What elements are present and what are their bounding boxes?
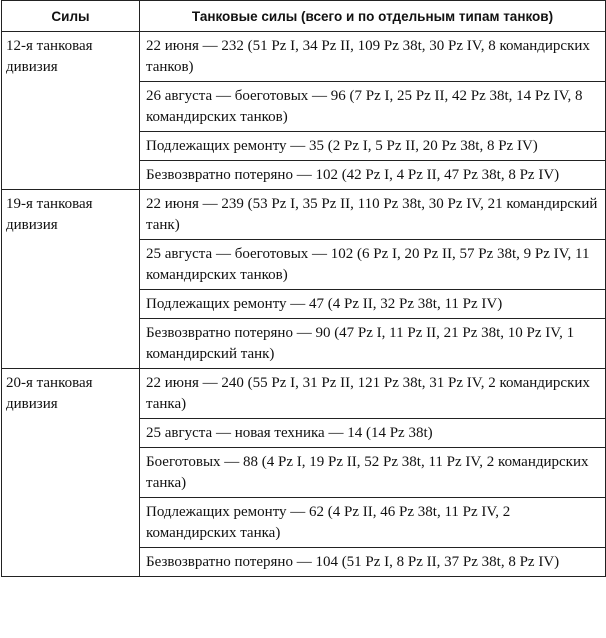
- header-tank-forces: Танковые силы (всего и по отдельным типам танков): [140, 1, 606, 32]
- table-cell: Безвозвратно потеряно — 90 (47 Pz I, 11 Pz II, 21 Pz 38t, 10 Pz IV, 1 командирский танк): [140, 319, 606, 369]
- division-19-name: 19-я танковая дивизия: [2, 190, 140, 369]
- table-cell: 25 августа — боеготовых — 102 (6 Pz I, 20 Pz II, 57 Pz 38t, 9 Pz IV, 11 командирских танков): [140, 240, 606, 290]
- table-cell: 25 августа — новая техника — 14 (14 Pz 38t): [140, 419, 606, 448]
- table-cell: 22 июня — 240 (55 Pz I, 31 Pz II, 121 Pz 38t, 31 Pz IV, 2 командирских танка): [140, 369, 606, 419]
- table-cell: Боеготовых — 88 (4 Pz I, 19 Pz II, 52 Pz 38t, 11 Pz IV, 2 командирских танка): [140, 448, 606, 498]
- table-row: [2, 369, 606, 419]
- division-20-name: 20-я танковая дивизия: [2, 369, 140, 577]
- table-cell: Подлежащих ремонту — 47 (4 Pz II, 32 Pz 38t, 11 Pz IV): [140, 290, 606, 319]
- header-forces: Силы: [2, 1, 140, 32]
- tank-forces-table: [1, 0, 606, 577]
- table-cell: 26 августа — боеготовых — 96 (7 Pz I, 25 Pz II, 42 Pz 38t, 14 Pz IV, 8 командирских танков): [140, 82, 606, 132]
- table-row: [2, 32, 606, 82]
- table-cell: Подлежащих ремонту — 35 (2 Pz I, 5 Pz II, 20 Pz 38t, 8 Pz IV): [140, 132, 606, 161]
- division-12-name: 12-я танковая дивизия: [2, 32, 140, 190]
- table-cell: Подлежащих ремонту — 62 (4 Pz II, 46 Pz 38t, 11 Pz IV, 2 командирских танка): [140, 498, 606, 548]
- table-row: [2, 190, 606, 240]
- table-cell: 22 июня — 232 (51 Pz I, 34 Pz II, 109 Pz 38t, 30 Pz IV, 8 командирских танков): [140, 32, 606, 82]
- table-cell: Безвозвратно потеряно — 104 (51 Pz I, 8 Pz II, 37 Pz 38t, 8 Pz IV): [140, 548, 606, 577]
- header-row: [2, 1, 606, 32]
- table-cell: 22 июня — 239 (53 Pz I, 35 Pz II, 110 Pz 38t, 30 Pz IV, 21 командирский танк): [140, 190, 606, 240]
- table-cell: Безвозвратно потеряно — 102 (42 Pz I, 4 Pz II, 47 Pz 38t, 8 Pz IV): [140, 161, 606, 190]
